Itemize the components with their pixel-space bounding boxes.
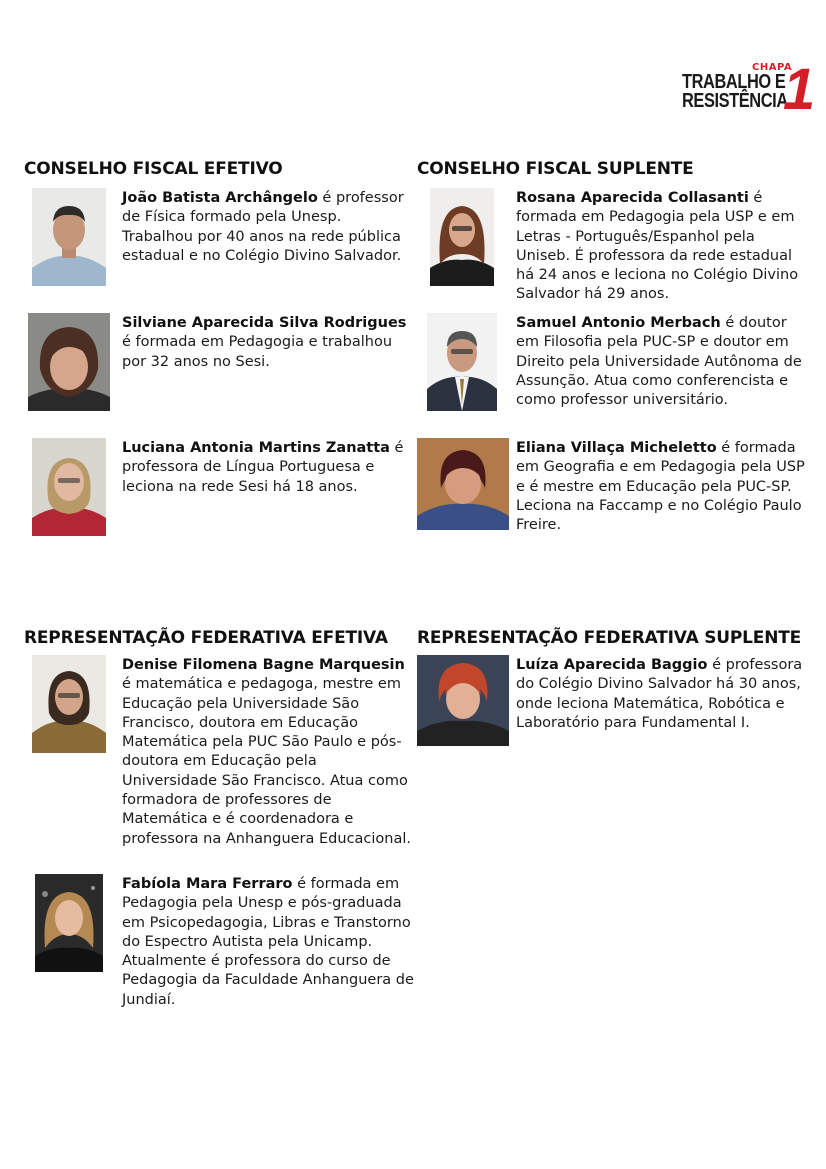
member-photo-eliana — [417, 438, 509, 530]
section-title-representacao-federativa-efetiva: REPRESENTAÇÃO FEDERATIVA EFETIVA — [24, 628, 388, 648]
member-bio-silviane — [122, 314, 414, 372]
member-name: João Batista Archângelo — [122, 190, 318, 206]
member-description: é formada em Pedagogia pela USP e em Letras - Português/Espanhol pela Uniseb. É professora da rede estadual há 24 anos e leciona no Colégio Divino Salvador há 29 anos. — [516, 190, 799, 303]
member-photo-rosana — [430, 188, 494, 286]
member-name: Eliana Villaça Micheletto — [516, 440, 717, 456]
member-bio-luciana — [122, 439, 414, 497]
member-description: é professora de Língua Portuguesa e leciona na rede Sesi há 18 anos. — [122, 440, 404, 495]
section-title-conselho-fiscal-efetivo: CONSELHO FISCAL EFETIVO — [24, 159, 283, 179]
logo-number: 1 — [783, 57, 816, 122]
member-photo-denise — [32, 655, 106, 753]
member-photo-joao — [32, 188, 106, 286]
member-name: Denise Filomena Bagne Marquesin — [122, 657, 405, 673]
member-bio-denise — [122, 656, 414, 849]
logo-chapa-text: CHAPA — [752, 62, 793, 73]
member-bio-eliana — [516, 439, 808, 535]
member-bio-fabiola — [122, 875, 414, 1010]
member-name: Silviane Aparecida Silva Rodrigues — [122, 315, 407, 331]
section-title-conselho-fiscal-suplente: CONSELHO FISCAL SUPLENTE — [417, 159, 694, 179]
member-bio-luiza — [516, 656, 808, 733]
member-name: Samuel Antonio Merbach — [516, 315, 721, 331]
member-description: é doutor em Filosofia pela PUC-SP e doutor em Direito pela Universidade Autônoma de Assunção. Atua como conferencista e como professor universitário. — [516, 315, 802, 409]
member-description: é formada em Pedagogia e trabalhou por 32 anos no Sesi. — [122, 334, 393, 370]
member-description: é professor de Física formado pela Unesp. Trabalhou por 40 anos na rede pública estadual e no Colégio Divino Salvador. — [122, 190, 404, 264]
member-description: é matemática e pedagoga, mestre em Educação pela Universidade São Francisco, doutora em Educação Matemática pela PUC São Paulo e pós-doutora em Educação pela Universidade São Francisco. Atua como formadora de professores de Matemática e é coordenadora e professora na Anhanguera Educacional. — [122, 676, 412, 847]
section-title-representacao-federativa-suplente: REPRESENTAÇÃO FEDERATIVA SUPLENTE — [417, 628, 802, 648]
member-photo-luciana — [32, 438, 106, 536]
chapa-logo — [680, 57, 816, 122]
member-photo-fabiola — [35, 874, 103, 972]
member-description: é formada em Pedagogia pela Unesp e pós-graduada em Psicopedagogia, Libras e Transtorno do Espectro Autista pela Unicamp. Atualmente é professora do curso de Pedagogia da Faculdade Anhanguera de Jundiaí. — [122, 876, 414, 1008]
member-bio-joao — [122, 189, 414, 266]
member-description: é formada em Geografia e em Pedagogia pela USP e é mestre em Educação pela PUC-SP. Leciona na Faccamp e no Colégio Paulo Freire. — [516, 440, 805, 534]
member-name: Rosana Aparecida Collasanti — [516, 190, 749, 206]
member-name: Fabíola Mara Ferraro — [122, 876, 293, 892]
member-description: é professora do Colégio Divino Salvador há 30 anos, onde leciona Matemática, Robótica e Laboratório para Fundamental I. — [516, 657, 803, 731]
member-name: Luciana Antonia Martins Zanatta — [122, 440, 390, 456]
member-photo-luiza — [417, 655, 509, 746]
member-bio-rosana — [516, 189, 808, 305]
member-bio-samuel — [516, 314, 808, 410]
member-photo-samuel — [427, 313, 497, 411]
logo-line-2: RESISTÊNCIA — [682, 90, 788, 112]
member-photo-silviane — [28, 313, 110, 411]
logo-line-1: TRABALHO E — [682, 71, 786, 93]
member-name: Luíza Aparecida Baggio — [516, 657, 708, 673]
